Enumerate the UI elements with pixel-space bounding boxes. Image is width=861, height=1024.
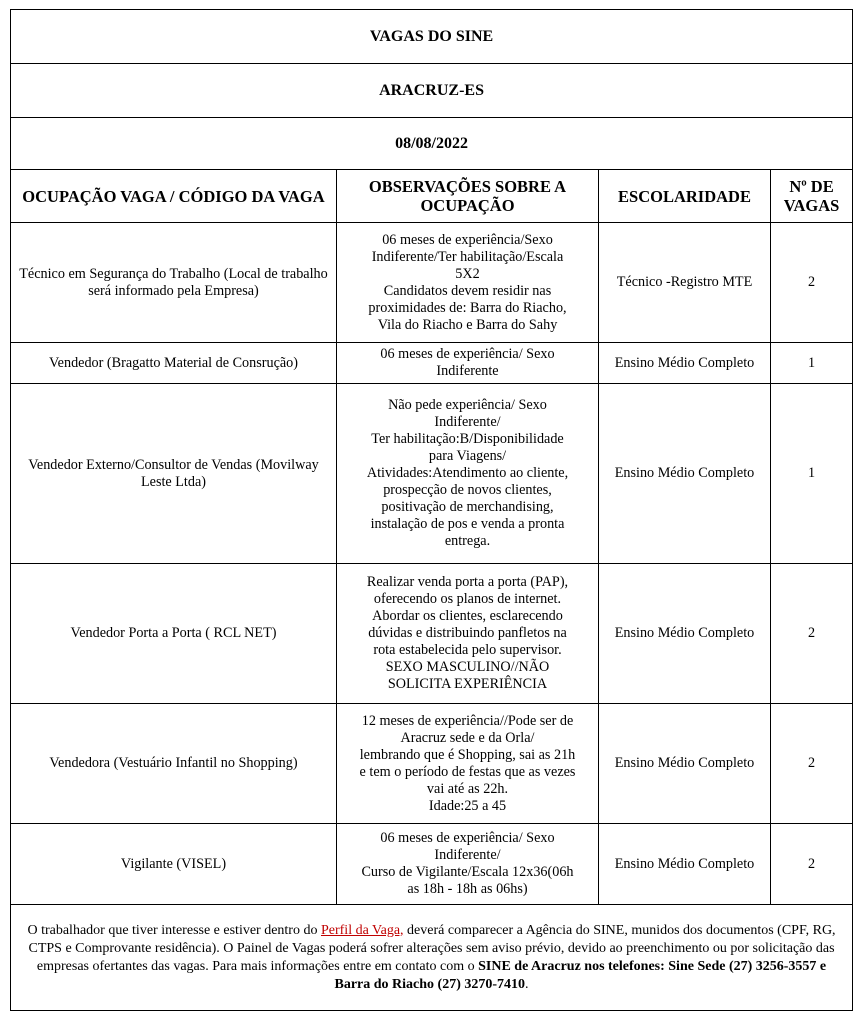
row-ocupacao: Vendedor Externo/Consultor de Vendas (Movilway Leste Ltda) — [11, 384, 337, 564]
row-vagas: 2 — [771, 223, 853, 343]
row-escolaridade: Ensino Médio Completo — [599, 704, 771, 824]
table-row — [11, 384, 853, 564]
row-escolaridade: Ensino Médio Completo — [599, 824, 771, 905]
col-header-ocupacao: OCUPAÇÃO VAGA / CÓDIGO DA VAGA — [11, 170, 337, 223]
row-escolaridade: Técnico -Registro MTE — [599, 223, 771, 343]
footer-end: . — [525, 976, 529, 992]
table-row — [11, 223, 853, 343]
city-title: ARACRUZ-ES — [11, 64, 853, 118]
row-ocupacao: Técnico em Segurança do Trabalho (Local de trabalho será informado pela Empresa) — [11, 223, 337, 343]
row-vagas: 1 — [771, 384, 853, 564]
row-vagas: 2 — [771, 564, 853, 704]
row-observacoes: 06 meses de experiência/ Sexo Indiferente — [337, 343, 599, 384]
table-row — [11, 704, 853, 824]
footer-contacts: SINE de Aracruz nos telefones: Sine Sede (27) 3256-3557 e Barra do Riacho (27) 3270-7410 — [334, 958, 827, 992]
row-observacoes: 06 meses de experiência/Sexo Indiferente/Ter habilitação/Escala 5X2 Candidatos devem residir nas proximidades de: Barra do Riacho, Vila do Riacho e Barra do Sahy — [337, 223, 599, 343]
row-observacoes: Não pede experiência/ Sexo Indiferente/ Ter habilitação:B/Disponibilidade para Viagens/ Atividades:Atendimento ao cliente, prospecção de novos clientes, positivação de merchandising, instalação de pos e venda a pronta entrega. — [337, 384, 599, 564]
date-title: 08/08/2022 — [11, 118, 853, 170]
footer-text-before: O trabalhador que tiver interesse e estiver dentro do — [27, 922, 321, 938]
row-escolaridade: Ensino Médio Completo — [599, 343, 771, 384]
table-row — [11, 824, 853, 905]
row-observacoes: 06 meses de experiência/ Sexo Indiferente/ Curso de Vigilante/Escala 12x36(06h as 18h - 18h as 06hs) — [337, 824, 599, 905]
row-vagas: 2 — [771, 704, 853, 824]
row-vagas: 2 — [771, 824, 853, 905]
col-header-escolaridade: ESCOLARIDADE — [599, 170, 771, 223]
table-row — [11, 564, 853, 704]
footer-text-after: deverá comparecer a Agência do SINE, munidos dos documentos (CPF, RG, CTPS e Comprovante residência). O Painel de Vagas poderá sofrer alterações sem aviso prévio, devido ao preenchimento ou por solicitação das empresas ofertantes das vagas. Para mais informações entre em contato com o — [28, 922, 836, 974]
col-header-vagas: Nº DE VAGAS — [771, 170, 853, 223]
row-ocupacao: Vendedor (Bragatto Material de Consrução) — [11, 343, 337, 384]
footer-note — [11, 905, 853, 1011]
row-ocupacao: Vendedor Porta a Porta ( RCL NET) — [11, 564, 337, 704]
row-escolaridade: Ensino Médio Completo — [599, 564, 771, 704]
row-observacoes: Realizar venda porta a porta (PAP), oferecendo os planos de internet. Abordar os clientes, esclarecendo dúvidas e distribuindo panfletos na rota estabelecida pelo supervisor. SEXO MASCULINO//NÃO SOLICITA EXPERIÊNCIA — [337, 564, 599, 704]
row-vagas: 1 — [771, 343, 853, 384]
row-escolaridade: Ensino Médio Completo — [599, 384, 771, 564]
row-ocupacao: Vendedora (Vestuário Infantil no Shopping) — [11, 704, 337, 824]
page-title: VAGAS DO SINE — [11, 10, 853, 64]
perfil-vaga-link[interactable]: Perfil da Vaga, — [320, 922, 404, 938]
col-header-observacoes: OBSERVAÇÕES SOBRE A OCUPAÇÃO — [337, 170, 599, 223]
row-ocupacao: Vigilante (VISEL) — [11, 824, 337, 905]
table-row — [11, 343, 853, 384]
row-observacoes: 12 meses de experiência//Pode ser de Aracruz sede e da Orla/ lembrando que é Shopping, sai as 21h e tem o período de festas que as vezes vai até as 22h. Idade:25 a 45 — [337, 704, 599, 824]
vagas-table — [10, 9, 853, 1011]
